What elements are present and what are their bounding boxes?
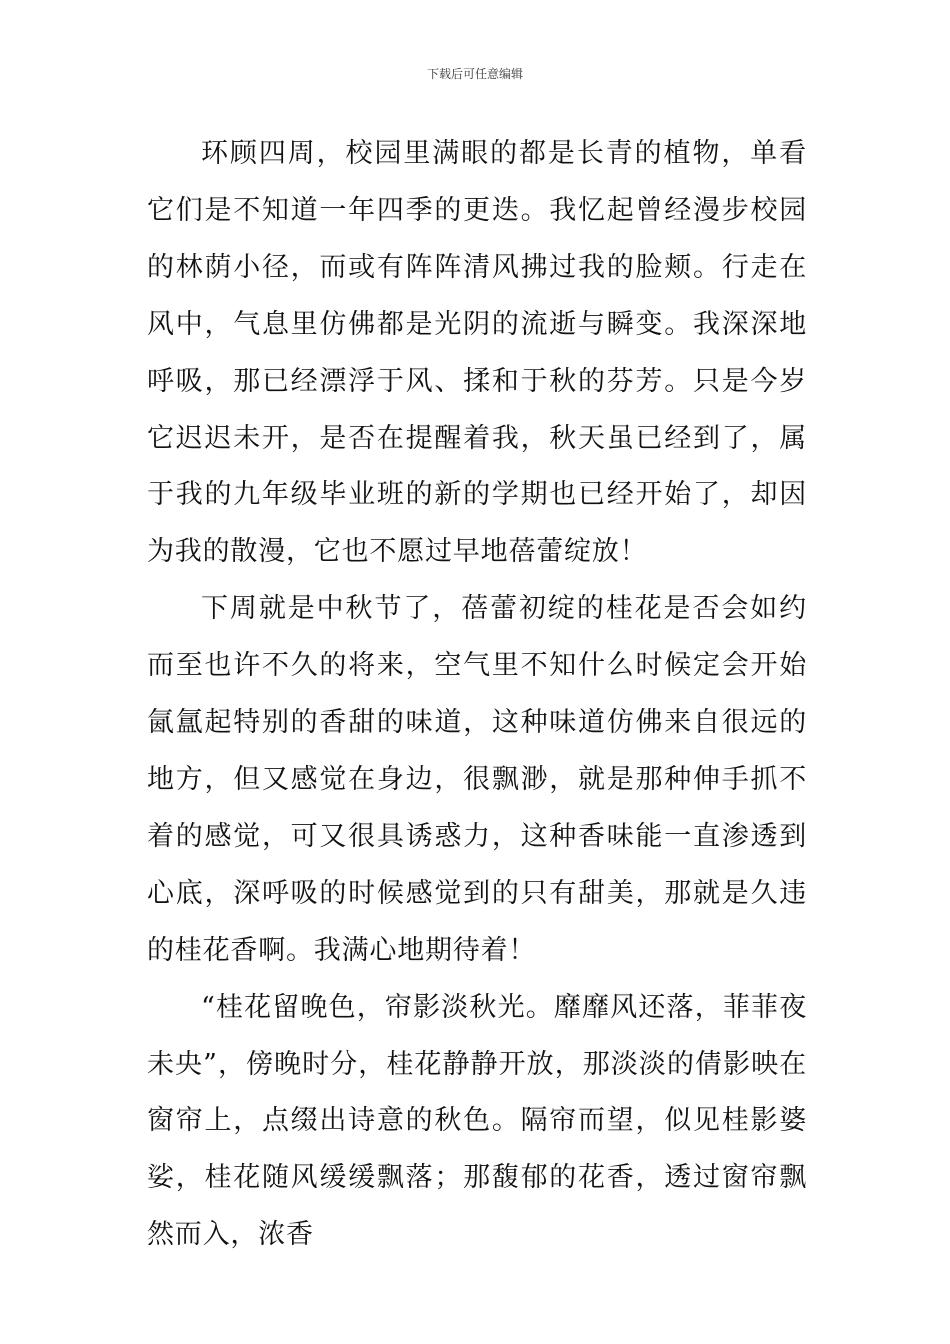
paragraph-3: “桂花留晚色，帘影淡秋光。靡靡风还落，菲菲夜未央”，傍晚时分，桂花静静开放，那淡淡的倩影映在窗帘上，点缀出诗意的秋色。隔帘而望，似见桂影婆娑，桂花随风缓缓飘落；那馥郁的花香，透过窗帘飘然而入，浓香 bbox=[147, 991, 807, 1251]
paragraph-2: 下周就是中秋节了，蓓蕾初绽的桂花是否会如约而至也许不久的将来，空气里不知什么时候定会开始氤氲起特别的香甜的味道，这种味道仿佛来自很远的地方，但又感觉在身边，很飘渺，就是那种伸手抓不着的感觉，可又很具诱惑力，这种香味能一直渗透到心底，深呼吸的时候感觉到的只有甜美，那就是久违的桂花香啊。我满心地期待着！ bbox=[147, 593, 807, 966]
page-header: 下载后可任意编辑 bbox=[426, 67, 523, 81]
body-text bbox=[147, 126, 807, 1264]
paragraph-1: 环顾四周，校园里满眼的都是长青的植物，单看它们是不知道一年四季的更迭。我忆起曾经漫步校园的林荫小径，而或有阵阵清风拂过我的脸颊。行走在风中，气息里仿佛都是光阴的流逝与瞬变。我深深地呼吸，那已经漂浮于风、揉和于秋的芬芳。只是今岁它迟迟未开，是否在提醒着我，秋天虽已经到了，属于我的九年级毕业班的新的学期也已经开始了，却因为我的散漫，它也不愿过早地蓓蕾绽放！ bbox=[147, 138, 807, 568]
